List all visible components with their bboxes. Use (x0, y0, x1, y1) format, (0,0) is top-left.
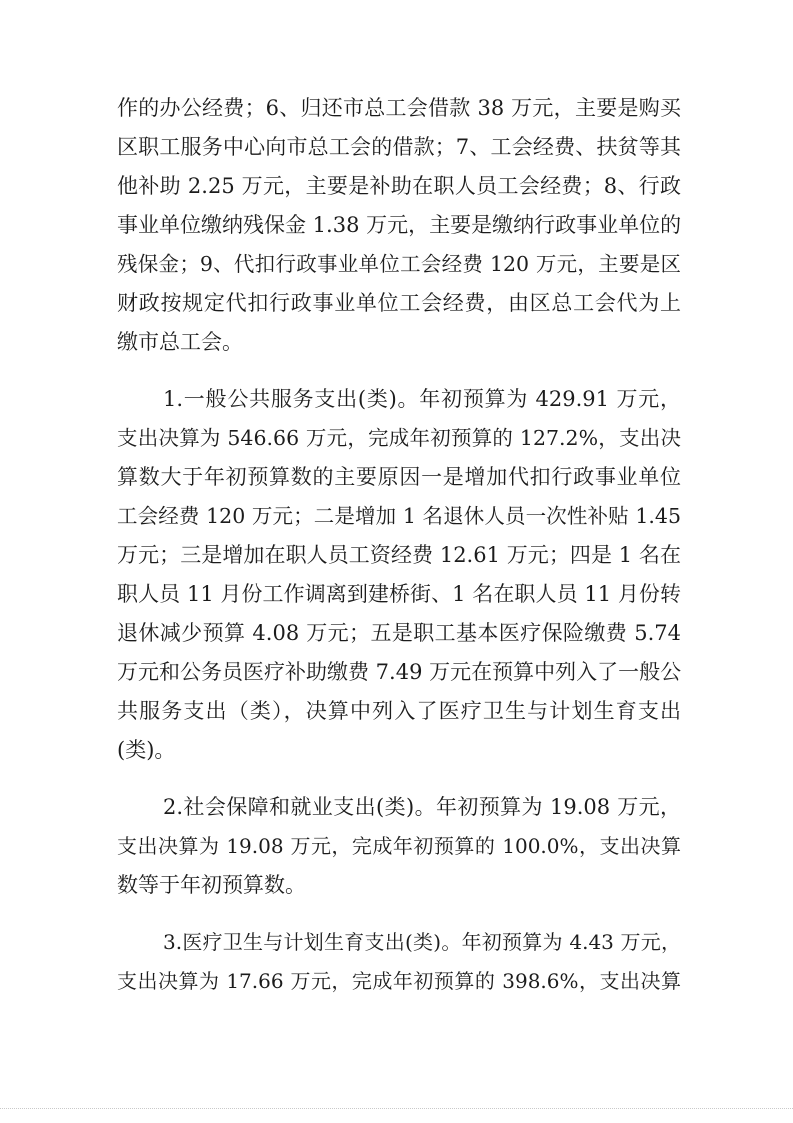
text-line: 算数大于年初预算数的主要原因一是增加代扣行政事业单位 (117, 465, 681, 489)
text-line: 1.一般公共服务支出(类)。年初预算为 429.91 万元， (163, 387, 681, 411)
text-line: 支出决算为 19.08 万元，完成年初预算的 100.0%，支出决算 (117, 834, 681, 858)
text-line: 他补助 2.25 万元，主要是补助在职人员工会经费；8、行政 (117, 174, 681, 198)
paragraph-medical-health-family-planning (117, 923, 681, 1001)
page-bottom-dotted-divider (0, 1108, 793, 1109)
text-line: 职人员 11 月份工作调离到建桥街、1 名在职人员 11 月份转 (117, 582, 681, 606)
text-line: 缴市总工会。 (117, 330, 243, 354)
document-body (117, 89, 681, 1019)
text-line: 支出决算为 17.66 万元，完成年初预算的 398.6%，支出决算 (117, 969, 681, 993)
text-line: 共服务支出（类），决算中列入了医疗卫生与计划生育支出 (117, 699, 681, 723)
text-line: 3.医疗卫生与计划生育支出(类)。年初预算为 4.43 万元， (163, 930, 681, 954)
text-line: (类)。 (117, 738, 176, 762)
paragraph-social-security-employment (117, 788, 681, 905)
text-line: 万元和公务员医疗补助缴费 7.49 万元在预算中列入了一般公 (117, 660, 681, 684)
text-line: 工会经费 120 万元；二是增加 1 名退休人员一次性补贴 1.45 (117, 504, 681, 528)
text-line: 事业单位缴纳残保金 1.38 万元，主要是缴纳行政事业单位的 (117, 213, 681, 237)
text-line: 支出决算为 546.66 万元，完成年初预算的 127.2%，支出决 (117, 426, 681, 450)
text-line: 数等于年初预算数。 (117, 873, 306, 897)
text-line: 作的办公经费；6、归还市总工会借款 38 万元，主要是购买 (117, 96, 681, 120)
text-line: 万元；三是增加在职人员工资经费 12.61 万元；四是 1 名在 (117, 543, 681, 567)
text-line: 退休减少预算 4.08 万元；五是职工基本医疗保险缴费 5.74 (117, 621, 681, 645)
text-line: 财政按规定代扣行政事业单位工会经费，由区总工会代为上 (117, 291, 681, 315)
paragraph-general-public-services (117, 380, 681, 770)
paragraph-office-expenses-continued (117, 89, 681, 362)
text-line: 残保金；9、代扣行政事业单位工会经费 120 万元，主要是区 (117, 252, 681, 276)
text-line: 区职工服务中心向市总工会的借款；7、工会经费、扶贫等其 (117, 135, 681, 159)
text-line: 2.社会保障和就业支出(类)。年初预算为 19.08 万元， (163, 795, 681, 819)
